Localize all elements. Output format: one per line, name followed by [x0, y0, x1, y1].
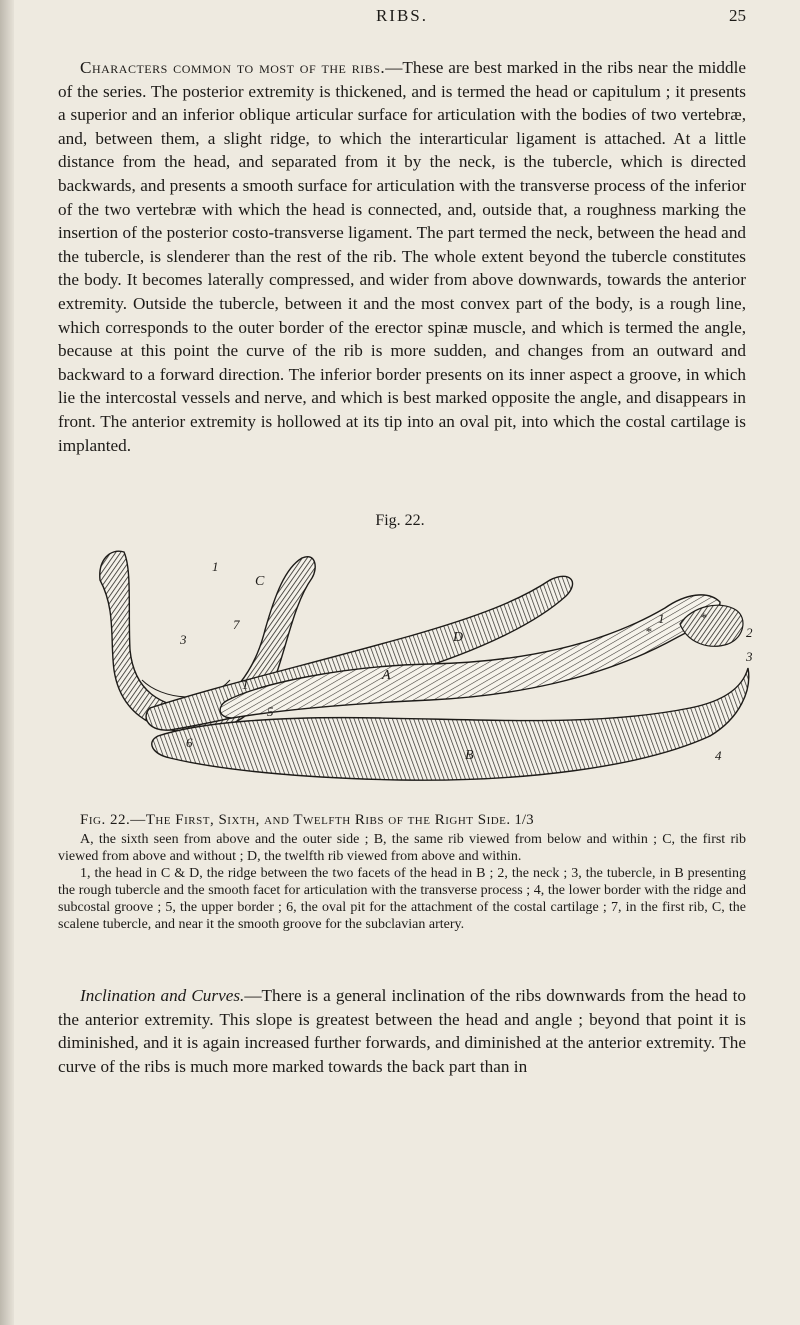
paragraph-body: —These are best marked in the ribs near the middle of the series. The posterior extremity is thickened, and is termed the head or capitulum ; it presents a superior and an inferior oblique articular surface for articulation with the bodies of two vertebræ, and, between them, a slight ridge, to which the interarticular ligament is attached. At a little distance from the head, and separated from it by the neck, is the tubercle, which is directed backwards, and presents a smooth surface for articulation with the transverse process of the inferior of the two vertebræ with which the head is connected, and, outside that, a roughness marking the insertion of the posterior costo-transverse ligament. The part termed the neck, between the head and the tubercle, is slenderer than the rest of the rib. The whole extent beyond the tubercle constitutes the body. It becomes laterally compressed, and wider from above downwards, towards the anterior extremity. Outside the tubercle, between it and the most convex part of the body, is a rough line, which corresponds to the outer border of the erector spinæ muscle, and which is termed the angle, because at this point the curve of the rib is more sudden, and changes from an outward and backward to a forward direction. The inferior border presents on its inner aspect a groove, in which lie the intercostal vessels and nerve, and which is best marked opposite the angle, and disappears in front. The anterior extremity is hollowed at its tip into an oval pit, into which the costal cartilage is implanted.	[58, 58, 746, 455]
label-letter-a: A	[382, 668, 391, 683]
page-number: 25	[729, 6, 746, 25]
caption-title	[58, 812, 746, 829]
marker-3-rib-head: 3	[746, 649, 753, 664]
figure-caption	[58, 812, 746, 933]
paragraph-body: —There is a general inclination of the ribs downwards from the head to the anterior extremity. This slope is greatest between the head and angle ; beyond that point it is diminished, and it is again increased further forwards, and diminished at the anterior extremity. The curve of the ribs is much more marked towards the back part than in	[58, 986, 746, 1076]
rib-illustration-svg	[80, 540, 780, 808]
marker-7-rib-c: 7	[233, 617, 240, 632]
figure-label: Fig. 22.	[375, 512, 425, 529]
caption-key: 1, the head in C & D, the ridge between the two facets of the head in B ; 2, the neck ; 3, the tubercle, in B presenting the rough tubercle and the smooth facet for articulation with the transverse process ; 4, the lower border with the ridge and subcostal groove ; 5, the upper border ; 6, the oval pit for the attachment of the costal cartilage ; 7, in the first rib, C, the scalene tubercle, and near it the smooth groove for the subclavian artery.	[58, 866, 746, 932]
marker-2: 2	[746, 625, 753, 640]
running-head	[58, 6, 746, 36]
label-letter-d: D	[453, 630, 464, 645]
page-gutter-shadow	[0, 0, 14, 1325]
marker-star-left: *	[645, 624, 652, 639]
marker-5: 5	[267, 704, 274, 719]
label-letter-c: C	[255, 574, 265, 589]
marker-1-rib-c: 1	[212, 559, 219, 574]
paragraph-inclination-curves	[58, 984, 746, 1078]
caption-views: A, the sixth seen from above and the outer side ; B, the same rib viewed from below and within ; C, the first rib viewed from above and without ; D, the twelfth rib viewed from above and within.	[58, 832, 746, 864]
running-title: RIBS.	[375, 6, 429, 25]
marker-star-top: *	[700, 610, 707, 625]
rib-d-twelfth-rib	[146, 576, 572, 730]
marker-3-rib-c: 3	[180, 632, 187, 647]
marker-1-rib-d: 1	[242, 677, 249, 692]
paragraph-lead: Characters common to most of the ribs.	[80, 58, 386, 77]
marker-4: 4	[715, 748, 722, 763]
marker-6: 6	[186, 735, 193, 750]
marker-1-rib-head: 1	[658, 611, 665, 626]
label-letter-b: B	[465, 748, 474, 763]
caption-title-text: Fig. 22.—The First, Sixth, and Twelfth Ribs of the Right Side.	[80, 812, 511, 828]
caption-scale: 1/3	[514, 812, 534, 828]
paragraph-lead: Inclination and Curves.	[80, 986, 245, 1005]
rib-illustration	[80, 540, 780, 808]
paragraph-rib-characters	[58, 56, 746, 457]
